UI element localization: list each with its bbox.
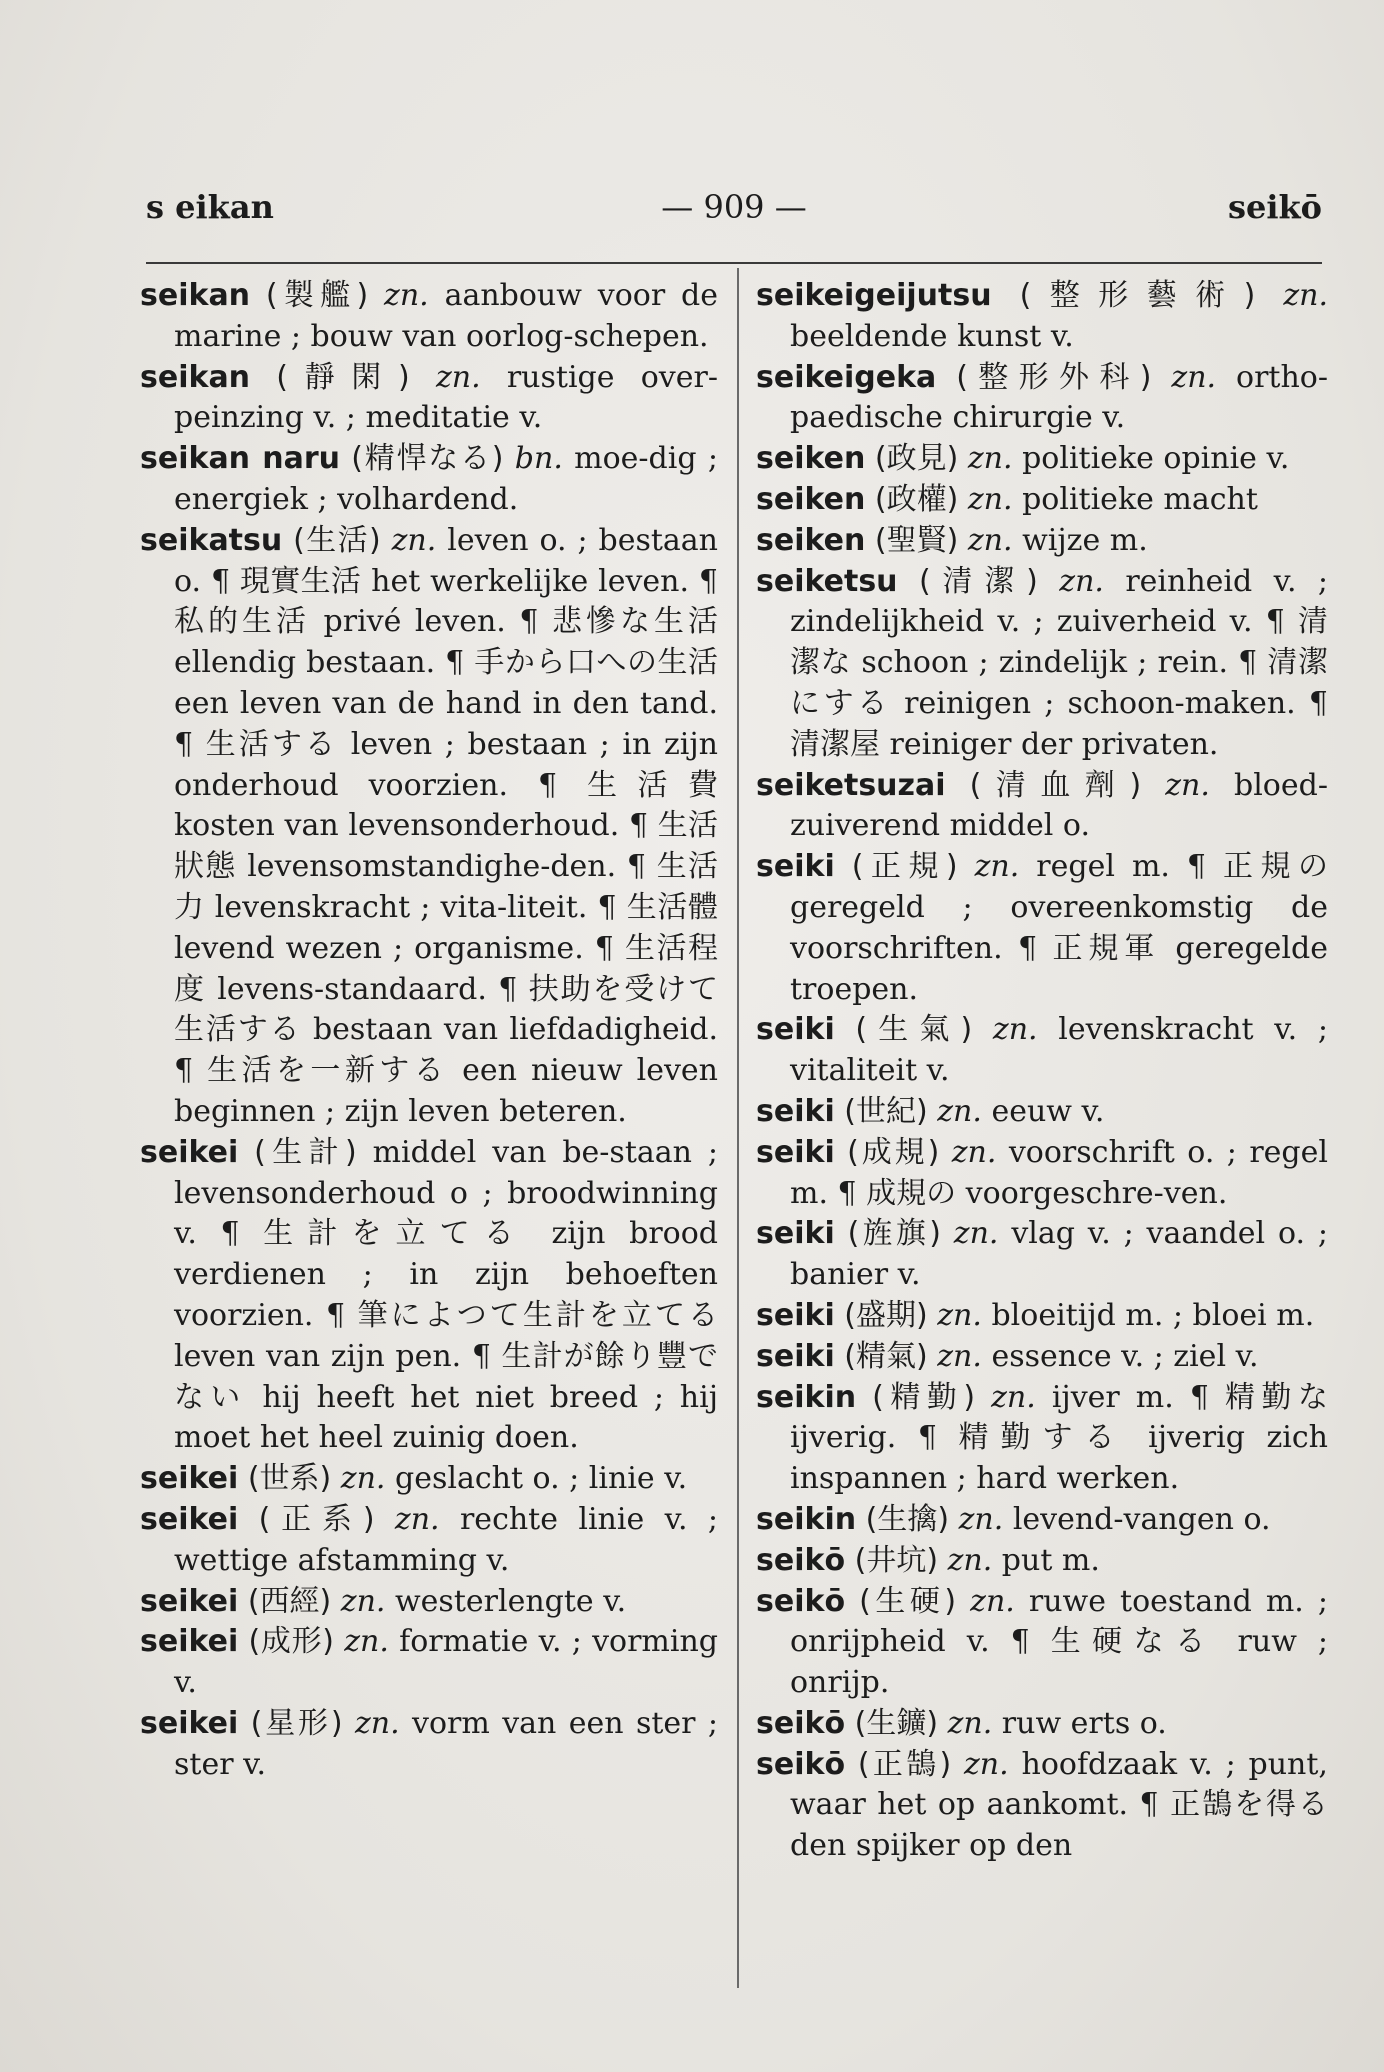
entry-kanji: (製艦) [265,278,369,313]
entry-headword: seikō [756,1746,846,1782]
entry-definition: geslacht o. ; linie v. [395,1461,688,1497]
dictionary-entry [756,1500,1328,1541]
entry-headword: seikō [756,1705,846,1741]
entry-kanji: (生擒) [865,1501,950,1537]
entry-headword: seiken [756,441,866,477]
entry-definition: eeuw v. [991,1093,1105,1129]
entry-headword: seikan naru [140,441,340,477]
entry-definition: vorm van een ster ; ster v. [174,1705,718,1782]
left-column [140,276,718,1785]
entry-definition: hoofdzaak v. ; punt, waar het op aankomt. ¶ 正鵠を得る den spijker op den [790,1746,1328,1864]
entry-headword: seiken [756,522,866,558]
entry-part-of-speech: zn. [947,1705,993,1741]
entry-kanji: (成規) [847,1134,940,1170]
dictionary-entry [756,562,1328,766]
dictionary-entry [140,1622,718,1704]
entry-kanji: (精悍なる) [351,441,504,477]
entry-part-of-speech: zn. [967,481,1013,517]
entry-headword: seikin [756,1501,857,1537]
entry-kanji: (旌旗) [847,1216,941,1252]
entry-part-of-speech: zn. [992,1012,1038,1048]
entry-kanji: (生鑛) [854,1705,939,1741]
entry-part-of-speech: zn. [340,1461,386,1497]
entry-headword: seikei [140,1461,239,1497]
entry-kanji: (井坑) [854,1542,939,1578]
entry-definition: bloed-zuiverend middel o. [790,767,1328,844]
entry-definition: ortho-paedische chirurgie v. [790,359,1328,436]
right-column [756,276,1328,1867]
entry-part-of-speech: zn. [970,1583,1015,1619]
entry-headword: seiken [756,481,866,517]
entry-definition: voorschrift o. ; regel m. ¶ 成規の voorgeschre-ven. [790,1134,1328,1211]
dictionary-entry [756,1337,1328,1378]
entry-part-of-speech: zn. [991,1379,1036,1415]
entry-definition: formatie v. ; vorming v. [174,1624,718,1701]
dictionary-entry [756,766,1328,848]
entry-part-of-speech: zn. [958,1501,1004,1537]
entry-headword: seikin [756,1379,857,1415]
dictionary-entry [140,276,718,358]
entry-headword: seiki [756,1338,835,1374]
entry-headword: seikei [140,1134,239,1170]
entry-headword: seiki [756,1012,835,1048]
entry-definition: levend-vangen o. [1012,1501,1271,1537]
dictionary-entry [140,521,718,1133]
entry-definition: ijver m. ¶ 精勤な ijverig. ¶ 精勤する ijverig zich inspannen ; hard werken. [790,1379,1328,1497]
dictionary-entry [756,1133,1328,1215]
dictionary-entry [756,439,1328,480]
entry-definition: politieke opinie v. [1022,441,1290,477]
entry-definition: put m. [1001,1542,1100,1578]
entry-part-of-speech: zn. [937,1093,982,1129]
entry-definition: regel m. ¶ 正規の geregeld ; overeenkomstig de voorschriften. ¶ 正規軍 geregelde troepen. [790,849,1328,1007]
entry-part-of-speech: zn. [967,441,1013,477]
dictionary-entry [140,1704,718,1786]
entry-headword: seiketsu [756,563,898,599]
entry-part-of-speech: zn. [937,1338,982,1374]
entry-definition: reinheid v. ; zindelijkheid v. ; zuiverheid v. ¶ 清潔な schoon ; zindelijk ; rein. ¶ 清潔にする reinigen ; schoon-maken. ¶ 清潔屋 reiniger der privaten. [790,563,1328,762]
header-rule [146,262,1322,264]
entry-definition: moe-dig ; energiek ; volhardend. [174,441,718,517]
entry-kanji: (西經) [247,1583,332,1619]
entry-part-of-speech: zn. [344,1624,389,1660]
entry-part-of-speech: zn. [951,1134,997,1170]
dictionary-entry [756,847,1328,1010]
entry-kanji: (政見) [874,441,959,477]
entry-part-of-speech: zn. [1165,767,1210,803]
dictionary-entry [756,1378,1328,1500]
entry-headword: seikan [140,359,251,395]
entry-definition: leven o. ; bestaan o. ¶ 現實生活 het werkelijke leven. ¶ 私的生活 privé leven. ¶ 悲慘な生活 ellendig bestaan. ¶ 手から口への生活 een leven van de hand in den tand. ¶ 生活する leven ; bestaan ; in zijn onderhoud voorzien. ¶ 生活費 kosten van levensonderhoud. ¶ 生活狀態 levensomstandighe-den. ¶ 生活力 levenskracht ; vita-liteit. ¶ 生活體 levend wezen ; organisme. ¶ 生活程度 levens-standaard. ¶ 扶助を受けて生活する bestaan van liefdadigheid. ¶ 生活を一新する een nieuw leven beginnen ; zijn leven beteren. [174,522,718,1129]
entry-definition: politieke macht [1022,481,1258,517]
entry-kanji: (正系) [258,1501,375,1537]
dictionary-entry [140,1133,718,1459]
dictionary-entry [756,1745,1328,1867]
dictionary-entry [756,1582,1328,1704]
entry-kanji: (生硬) [859,1583,957,1619]
entry-headword: seikan [140,278,251,313]
entry-kanji: (靜閑) [276,359,410,395]
entry-part-of-speech: zn. [937,1297,982,1333]
entry-part-of-speech: zn. [1059,563,1104,599]
dictionary-entry [756,1214,1328,1296]
entry-definition: ruw erts o. [1001,1705,1167,1741]
dictionary-entry [140,1582,718,1623]
entry-part-of-speech: zn. [947,1542,993,1578]
entry-headword: seiki [756,1297,835,1333]
entry-part-of-speech: zn. [1171,359,1217,395]
dictionary-entry [140,358,718,440]
dictionary-entry [756,1092,1328,1133]
entry-part-of-speech: bn. [514,441,563,477]
entry-definition: wijze m. [1022,522,1148,558]
entry-headword: seiki [756,1093,835,1129]
entry-part-of-speech: zn. [394,1501,440,1537]
entry-kanji: (生氣) [855,1012,973,1048]
column-divider [737,268,739,1988]
entry-kanji: (生計) [254,1134,357,1170]
entry-headword: seikei [140,1501,239,1537]
entry-headword: seikō [756,1583,846,1619]
entry-definition: vlag v. ; vaandel o. ; banier v. [790,1216,1328,1293]
entry-part-of-speech: zn. [391,522,437,558]
entry-kanji: (精勤) [872,1379,976,1415]
dictionary-entry [756,358,1328,440]
dictionary-entry [756,1296,1328,1337]
entry-part-of-speech: zn. [1283,278,1328,313]
header-right-guideword: seikō [1227,188,1322,226]
entry-kanji: (正規) [851,849,958,885]
dictionary-entry [756,521,1328,562]
entry-kanji: (清血劑) [969,767,1142,803]
dictionary-entry [140,1459,718,1500]
entry-headword: seiki [756,849,835,885]
entry-definition: essence v. ; ziel v. [991,1338,1259,1374]
entry-headword: seiki [756,1134,835,1170]
entry-kanji: (世紀) [844,1093,928,1129]
entry-headword: seikei [140,1624,239,1660]
entry-headword: seiketsuzai [756,767,946,803]
entry-kanji: (世系) [247,1461,332,1497]
entry-kanji: (整形藝術) [1019,278,1256,313]
running-head [146,188,1322,238]
entry-part-of-speech: zn. [384,278,429,313]
entry-headword: seikō [756,1542,846,1578]
entry-headword: seikei [140,1705,239,1741]
entry-definition: bloeitijd m. ; bloei m. [991,1297,1315,1333]
entry-kanji: (星形) [250,1705,343,1741]
dictionary-entry [756,1010,1328,1092]
entry-headword: seikeigeijutsu [756,278,992,313]
entry-part-of-speech: zn. [964,1746,1009,1782]
entry-kanji: (精氣) [844,1338,928,1374]
entry-headword: seikei [140,1583,239,1619]
entry-part-of-speech: zn. [354,1705,400,1741]
entry-kanji: (整形外科) [956,359,1152,395]
entry-definition: levenskracht v. ; vitaliteit v. [790,1012,1328,1089]
entry-definition: westerlengte v. [395,1583,627,1619]
entry-kanji: (正鵠) [857,1746,952,1782]
dictionary-entry [140,1500,718,1582]
entry-part-of-speech: zn. [967,522,1013,558]
entry-part-of-speech: zn. [340,1583,386,1619]
entry-kanji: (成形) [248,1624,334,1660]
dictionary-entry [756,1541,1328,1582]
entry-definition: rustige over-peinzing v. ; meditatie v. [174,359,718,436]
entry-definition: beeldende kunst v. [790,318,1074,354]
page-number: — 909 — [661,188,807,226]
entry-definition: ruwe toestand m. ; onrijpheid v. ¶ 生硬なる ruw ; onrijp. [790,1583,1328,1701]
dictionary-entry [756,1704,1328,1745]
entry-definition: aanbouw voor de marine ; bouw van oorlog-schepen. [174,278,718,354]
entry-headword: seiki [756,1216,835,1252]
dictionary-entry [756,276,1328,358]
entry-kanji: (政權) [874,481,959,517]
header-left-guideword: s eikan [146,188,274,226]
entry-part-of-speech: zn. [974,849,1020,885]
entry-kanji: (聖賢) [874,522,959,558]
entry-part-of-speech: zn. [953,1216,999,1252]
entry-part-of-speech: zn. [435,359,481,395]
dictionary-entry [756,480,1328,521]
entry-definition: rechte linie v. ; wettige afstamming v. [174,1501,718,1578]
entry-kanji: (生活) [293,522,381,558]
entry-headword: seikatsu [140,522,283,558]
entry-headword: seikeigeka [756,359,937,395]
entry-definition: middel van be-staan ; levensonderhoud o ; broodwinning v. ¶ 生計を立てる zijn brood verdienen ; in zijn behoeften voorzien. ¶ 筆によつて生計を立てる leven van zijn pen. ¶ 生計が餘り豐でない hij heeft het niet breed ; hij moet het heel zuinig doen. [174,1134,718,1456]
entry-kanji: (盛期) [844,1297,928,1333]
entry-kanji: (清潔) [918,563,1038,599]
dictionary-entry [140,439,718,521]
